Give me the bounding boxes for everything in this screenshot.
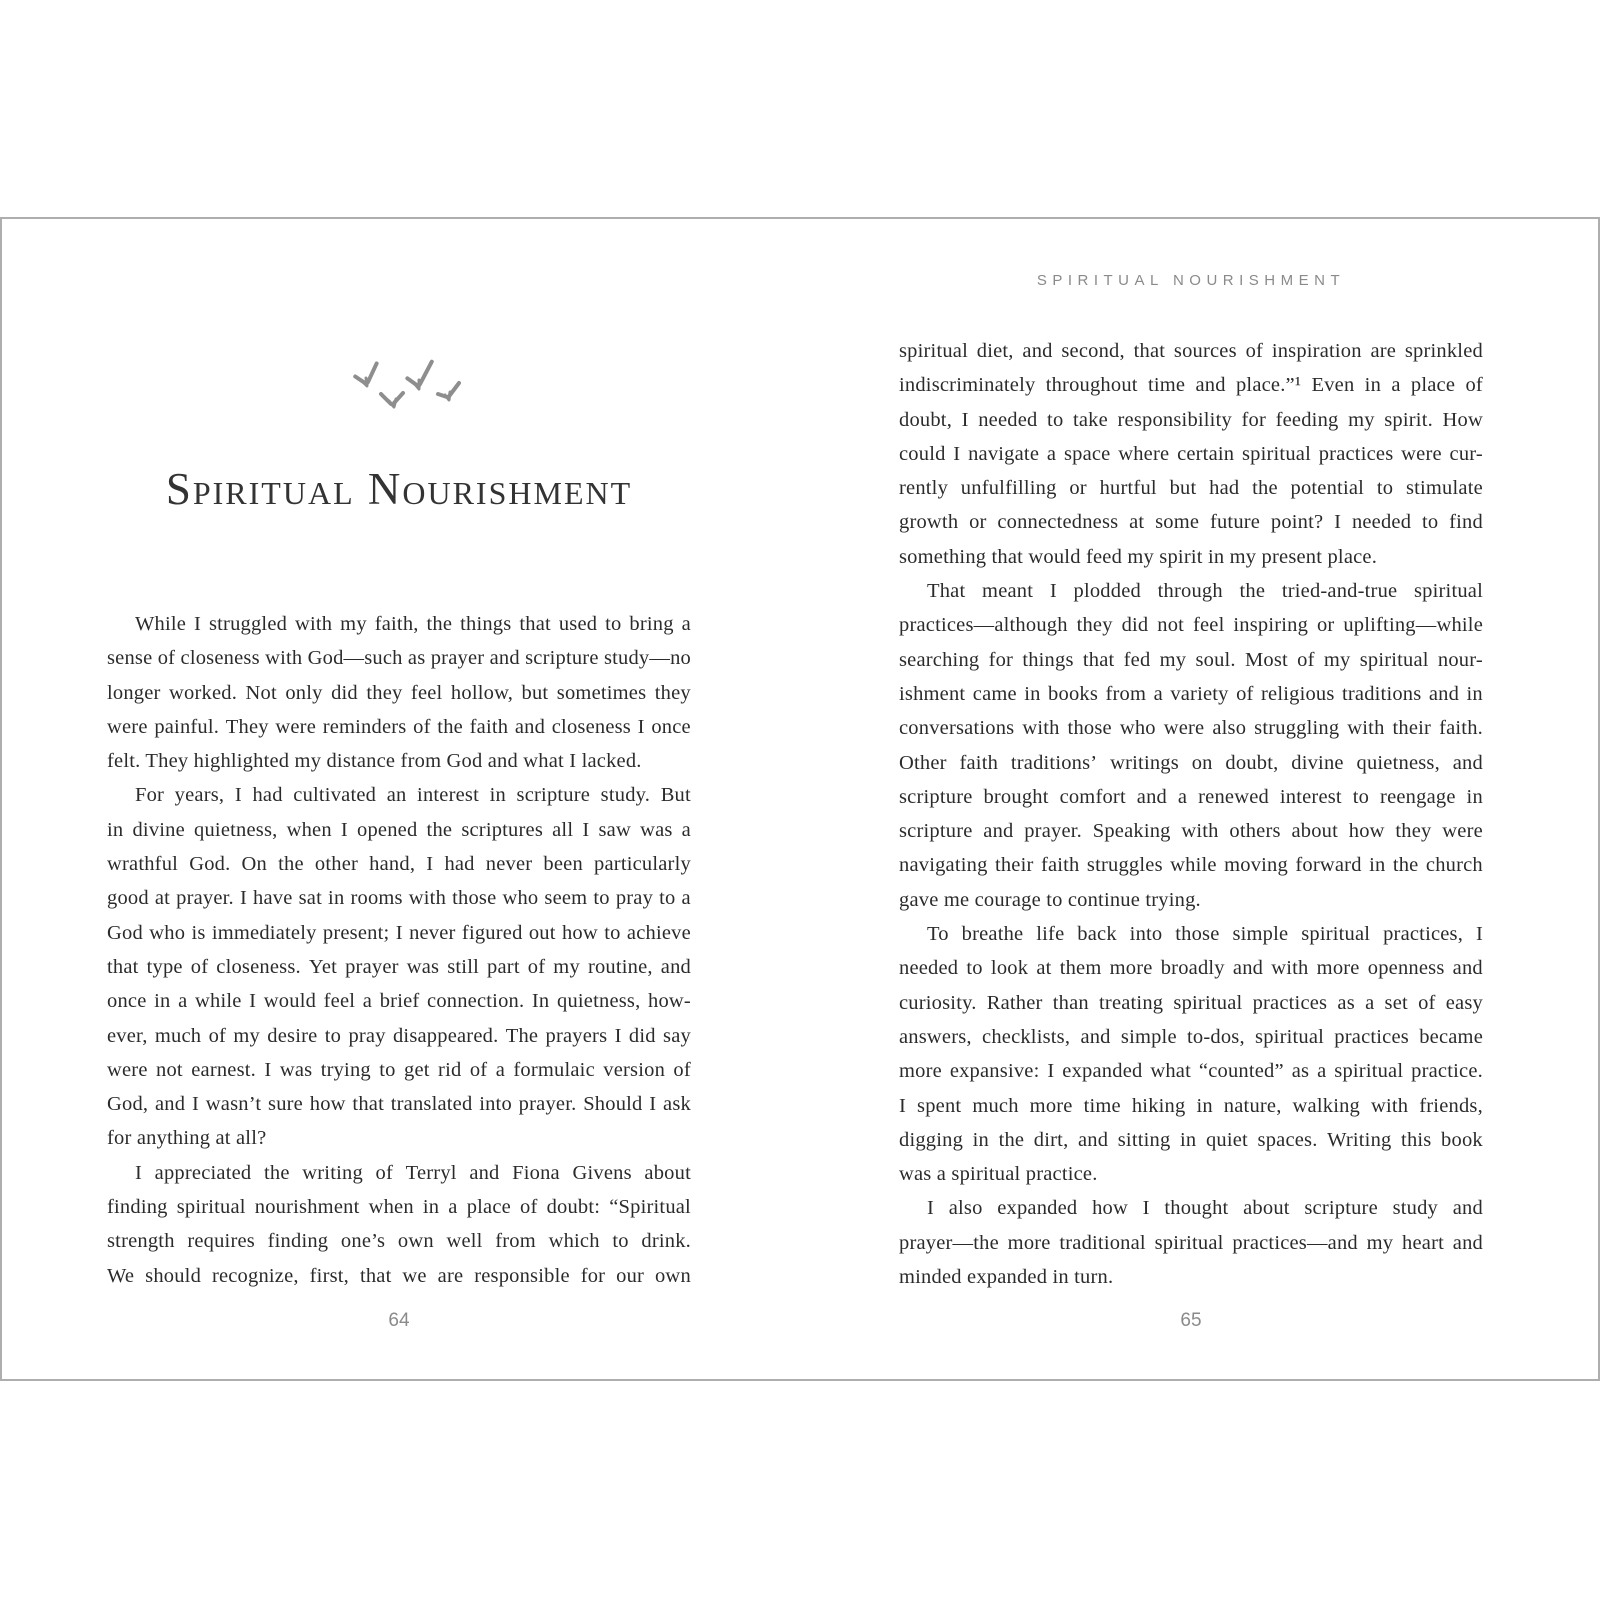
text-line: ishment came in books from a variety of religious traditions and in (899, 682, 1483, 705)
text-line: sense of closeness with God—such as prayer and scripture study—no (107, 647, 691, 670)
right-page (899, 217, 1483, 1381)
text-line: wrathful God. On the other hand, I had never been particularly (107, 853, 691, 876)
left-page (107, 217, 691, 1381)
text-line: rently unfulfilling or hurtful but had the potential to stimulate (899, 477, 1483, 500)
text-line: that type of closeness. Yet prayer was still part of my routine, and (107, 955, 691, 978)
text-line: indiscriminately throughout time and place.”¹ Even in a place of (899, 374, 1483, 397)
page-number-left: 64 (388, 1310, 410, 1331)
text-line: curiosity. Rather than treating spiritual practices as a set of easy (899, 991, 1483, 1014)
text-line: That meant I plodded through the tried-and-true spiritual (927, 580, 1483, 603)
text-line: something that would feed my spirit in my present place. (899, 545, 1378, 568)
text-line: I also expanded how I thought about scripture study and (927, 1197, 1483, 1220)
text-line: finding spiritual nourishment when in a place of doubt: “Spiritual (107, 1196, 691, 1219)
text-line: practices—although they did not feel inspiring or uplifting—while (899, 614, 1483, 637)
text-line: was a spiritual practice. (899, 1163, 1098, 1186)
text-line: God who is immediately present; I never figured out how to achieve (107, 921, 691, 944)
text-line: I spent much more time hiking in nature, walking with friends, (899, 1094, 1483, 1117)
text-line: doubt, I needed to take responsibility for feeding my spirit. How (899, 408, 1483, 431)
text-line: While I struggled with my faith, the things that used to bring a (135, 613, 691, 635)
text-line: answers, checklists, and simple to-dos, spiritual practices became (899, 1025, 1483, 1048)
text-line: God, and I wasn’t sure how that translated into prayer. Should I ask (107, 1093, 691, 1116)
text-line: more expansive: I expanded what “counted” as a spiritual practice. (899, 1060, 1483, 1083)
text-line: ever, much of my desire to pray disappeared. The prayers I did say (107, 1024, 691, 1047)
text-line: conversations with those who were also struggling with their faith. (899, 717, 1483, 740)
text-line: I appreciated the writing of Terryl and Fiona Givens about (135, 1161, 691, 1184)
text-line: were painful. They were reminders of the faith and closeness I once (107, 715, 691, 738)
text-line: digging in the dirt, and sitting in quiet spaces. Writing this book (899, 1128, 1483, 1151)
text-line: once in a while I would feel a brief connection. In quietness, how- (107, 990, 691, 1013)
text-line: strength requires finding one’s own well from which to drink. (107, 1230, 691, 1253)
flying-birds-icon (333, 347, 465, 415)
text-line: in divine quietness, when I opened the scriptures all I saw was a (107, 818, 691, 841)
text-line: needed to look at them more broadly and with more openness and (899, 957, 1483, 980)
text-line: Other faith traditions’ writings on doubt, divine quietness, and (899, 751, 1483, 774)
page-number-right: 65 (1180, 1310, 1202, 1331)
text-line: felt. They highlighted my distance from God and what I lacked. (107, 750, 642, 773)
text-line: gave me courage to continue trying. (899, 888, 1201, 911)
running-header: SPIRITUAL NOURISHMENT (1036, 272, 1346, 289)
text-line: minded expanded in turn. (899, 1266, 1114, 1289)
text-line: good at prayer. I have sat in rooms with those who seem to pray to a (107, 887, 691, 910)
text-line: scripture and prayer. Speaking with others about how they were (899, 820, 1483, 843)
text-line: searching for things that fed my soul. Most of my spiritual nour- (899, 648, 1483, 671)
text-line: navigating their faith struggles while moving forward in the church (899, 854, 1483, 877)
text-line: We should recognize, first, that we are responsible for our own (107, 1264, 691, 1287)
text-line: longer worked. Not only did they feel hollow, but sometimes they (107, 681, 691, 704)
text-line: growth or connectedness at some future point? I needed to find (899, 511, 1483, 534)
text-line: for anything at all? (107, 1127, 267, 1150)
text-line: To breathe life back into those simple spiritual practices, I (927, 923, 1483, 946)
text-line: spiritual diet, and second, that sources of inspiration are sprinkled (899, 340, 1483, 362)
text-line: could I navigate a space where certain spiritual practices were cur- (899, 442, 1483, 465)
right-page-body (899, 334, 1483, 1294)
text-line: For years, I had cultivated an interest in scripture study. But (135, 784, 691, 807)
text-line: were not earnest. I was trying to get rid of a formulaic version of (107, 1058, 691, 1081)
text-line: prayer—the more traditional spiritual practices—and my heart and (899, 1231, 1483, 1254)
chapter-title: Spiritual Nourishment (165, 464, 633, 514)
left-page-body (107, 607, 691, 1293)
text-line: scripture brought comfort and a renewed interest to reengage in (899, 785, 1483, 808)
